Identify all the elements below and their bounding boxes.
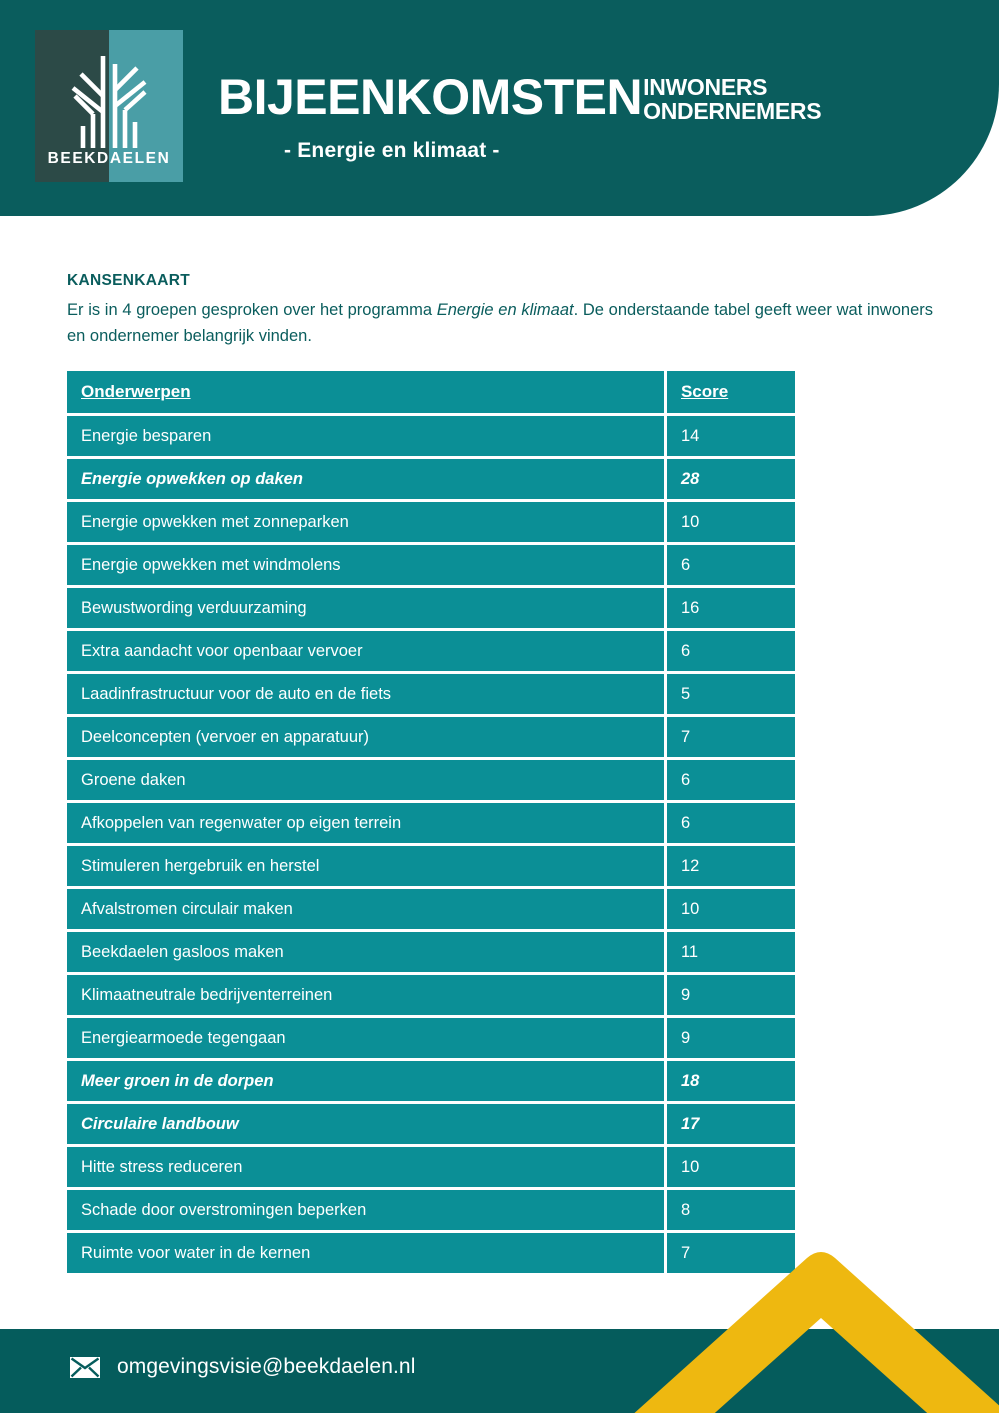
table-row	[67, 760, 795, 800]
footer-contact[interactable]	[70, 1355, 415, 1379]
cell-score: 11	[667, 932, 795, 972]
cell-topic: Laadinfrastructuur voor de auto en de fiets	[67, 674, 664, 714]
page-subtitle: - Energie en klimaat -	[284, 139, 500, 163]
table-row	[67, 588, 795, 628]
table-row	[67, 1018, 795, 1058]
table-row	[67, 1104, 795, 1144]
cell-score: 16	[667, 588, 795, 628]
audience-label-inwoners: INWONERS	[643, 74, 768, 100]
table-row	[67, 803, 795, 843]
cell-topic: Schade door overstromingen beperken	[67, 1190, 664, 1230]
table-body	[67, 416, 795, 1273]
table-row	[67, 1147, 795, 1187]
table-row	[67, 502, 795, 542]
audience-label-ondernemers: ONDERNEMERS	[643, 97, 822, 124]
cell-topic: Afkoppelen van regenwater op eigen terrein	[67, 803, 664, 843]
cell-topic: Energie opwekken met zonneparken	[67, 502, 664, 542]
table-row	[67, 932, 795, 972]
chevron-up-icon	[611, 1238, 999, 1413]
header-title-block	[218, 69, 918, 163]
cell-score: 9	[667, 975, 795, 1015]
cell-topic: Afvalstromen circulair maken	[67, 889, 664, 929]
cell-score: 8	[667, 1190, 795, 1230]
section-kicker: KANSENKAART	[67, 272, 190, 289]
table-row	[67, 717, 795, 757]
cell-score: 7	[667, 1233, 795, 1273]
table-header-row	[67, 371, 795, 413]
intro-text-part1: Er is in 4 groepen gesproken over het programma	[67, 301, 437, 319]
table-row	[67, 846, 795, 886]
kansenkaart-table	[64, 368, 798, 1276]
cell-topic: Bewustwording verduurzaming	[67, 588, 664, 628]
cell-score: 10	[667, 502, 795, 542]
table-row	[67, 459, 795, 499]
logo-wordmark: BEEKDAELEN	[47, 150, 171, 167]
cell-score: 28	[667, 459, 795, 499]
cell-topic: Stimuleren hergebruik en herstel	[67, 846, 664, 886]
cell-topic: Energie besparen	[67, 416, 664, 456]
table-row	[67, 545, 795, 585]
beekdaelen-logo	[35, 30, 183, 182]
cell-score: 6	[667, 631, 795, 671]
page-title: BIJEENKOMSTEN	[218, 69, 643, 125]
table-row	[67, 975, 795, 1015]
table-row	[67, 674, 795, 714]
cell-score: 5	[667, 674, 795, 714]
cell-topic: Energiearmoede tegengaan	[67, 1018, 664, 1058]
cell-score: 7	[667, 717, 795, 757]
cell-score: 10	[667, 889, 795, 929]
cell-score: 6	[667, 545, 795, 585]
audience-labels	[643, 74, 821, 123]
cell-topic: Ruimte voor water in de kernen	[67, 1233, 664, 1273]
cell-score: 9	[667, 1018, 795, 1058]
cell-score: 14	[667, 416, 795, 456]
table-row	[67, 1190, 795, 1230]
cell-topic: Meer groen in de dorpen	[67, 1061, 664, 1101]
cell-topic: Klimaatneutrale bedrijventerreinen	[67, 975, 664, 1015]
cell-topic: Extra aandacht voor openbaar vervoer	[67, 631, 664, 671]
cell-score: 18	[667, 1061, 795, 1101]
table-row	[67, 1061, 795, 1101]
table-row	[67, 631, 795, 671]
cell-topic: Energie opwekken op daken	[67, 459, 664, 499]
cell-topic: Hitte stress reduceren	[67, 1147, 664, 1187]
envelope-icon	[70, 1357, 100, 1378]
table-row	[67, 416, 795, 456]
cell-topic: Circulaire landbouw	[67, 1104, 664, 1144]
cell-topic: Energie opwekken met windmolens	[67, 545, 664, 585]
footer-email-address[interactable]: omgevingsvisie@beekdaelen.nl	[117, 1355, 416, 1378]
cell-score: 6	[667, 760, 795, 800]
cell-score: 17	[667, 1104, 795, 1144]
cell-topic: Beekdaelen gasloos maken	[67, 932, 664, 972]
cell-score: 6	[667, 803, 795, 843]
intro-section	[67, 272, 935, 349]
intro-paragraph	[67, 298, 933, 349]
table-row	[67, 889, 795, 929]
cell-score: 10	[667, 1147, 795, 1187]
intro-emphasis: Energie en klimaat	[436, 301, 574, 319]
cell-score: 12	[667, 846, 795, 886]
column-header-onderwerpen: Onderwerpen	[67, 371, 664, 413]
column-header-score: Score	[667, 371, 795, 413]
cell-topic: Deelconcepten (vervoer en apparatuur)	[67, 717, 664, 757]
intro-text-part2: . De onderstaande tabel geeft weer wat inwoners en ondernemer belangrijk vinden.	[67, 301, 933, 345]
cell-topic: Groene daken	[67, 760, 664, 800]
